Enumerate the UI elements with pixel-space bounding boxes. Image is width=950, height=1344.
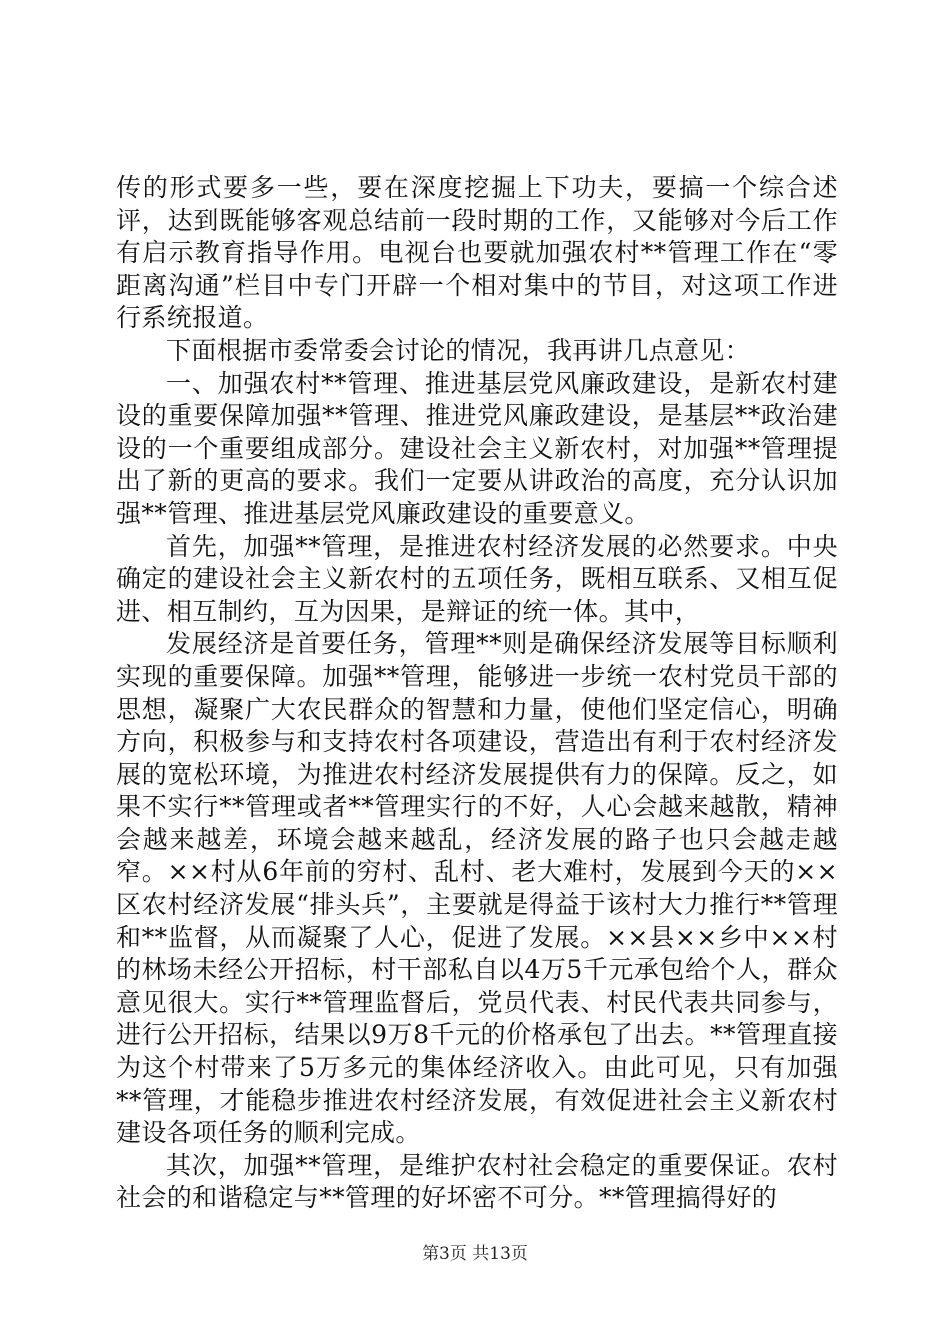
- page-number: 第3页 共13页: [422, 1244, 528, 1264]
- paragraph: 首先，加强**管理，是推进农村经济发展的必然要求。中央确定的建设社会主义新农村的五项任务，既相互联系、又相互促进、相互制约，互为因果，是辩证的统一体。其中，: [116, 531, 838, 626]
- paragraph: 其次，加强**管理，是维护农村社会稳定的重要保证。农村社会的和谐稳定与**管理的好坏密不可分。**管理搞得好的: [116, 1150, 838, 1213]
- paragraph: 发展经济是首要任务，管理**则是确保经济发展等目标顺利实现的重要保障。加强**管理，能够进一步统一农村党员干部的思想，凝聚广大农民群众的智慧和力量，使他们坚定信心，明确方向，积极参与和支持农村各项建设，营造出有利于农村经济发展的宽松环境，为推进农村经济发展提供有力的保障。反之，如果不实行**管理或者**管理实行的不好，人心会越来越散，精神会越来越差，环境会越来越乱，经济发展的路子也只会越走越窄。××村从6年前的穷村、乱村、老大难村，发展到今天的××区农村经济发展“排头兵”，主要就是得益于该村大力推行**管理和**监督，从而凝聚了人心，促进了发展。××县××乡中××村的林场未经公开招标，村干部私自以4万5千元承包给个人，群众意见很大。实行**管理监督后，党员代表、村民代表共同参与，进行公开招标，结果以9万8千元的价格承包了出去。**管理直接为这个村带来了5万多元的集体经济收入。由此可见，只有加强**管理，才能稳步推进农村经济发展，有效促进社会主义新农村建设各项任务的顺利完成。: [116, 629, 838, 1148]
- page-footer: [0, 1244, 950, 1264]
- paragraph: 下面根据市委常委会讨论的情况，我再讲几点意见：: [166, 335, 751, 365]
- paragraph: 一、加强农村**管理、推进基层党风廉政建设，是新农村建设的重要保障加强**管理、推进党风廉政建设，是基层**政治建设的一个重要组成部分。建设社会主义新农村，对加强**管理提出了新的更高的要求。我们一定要从讲政治的高度，充分认识加强**管理、推进基层党风廉政建设的重要意义。: [116, 368, 838, 528]
- paragraph: 传的形式要多一些，要在深度挖掘上下功夫，要搞一个综合述评，达到既能够客观总结前一段时期的工作，又能够对今后工作有启示教育指导作用。电视台也要就加强农村**管理工作在“零距离沟通”栏目中专门开辟一个相对集中的节目，对这项工作进行系统报道。: [116, 173, 838, 333]
- document-body: [116, 172, 838, 1215]
